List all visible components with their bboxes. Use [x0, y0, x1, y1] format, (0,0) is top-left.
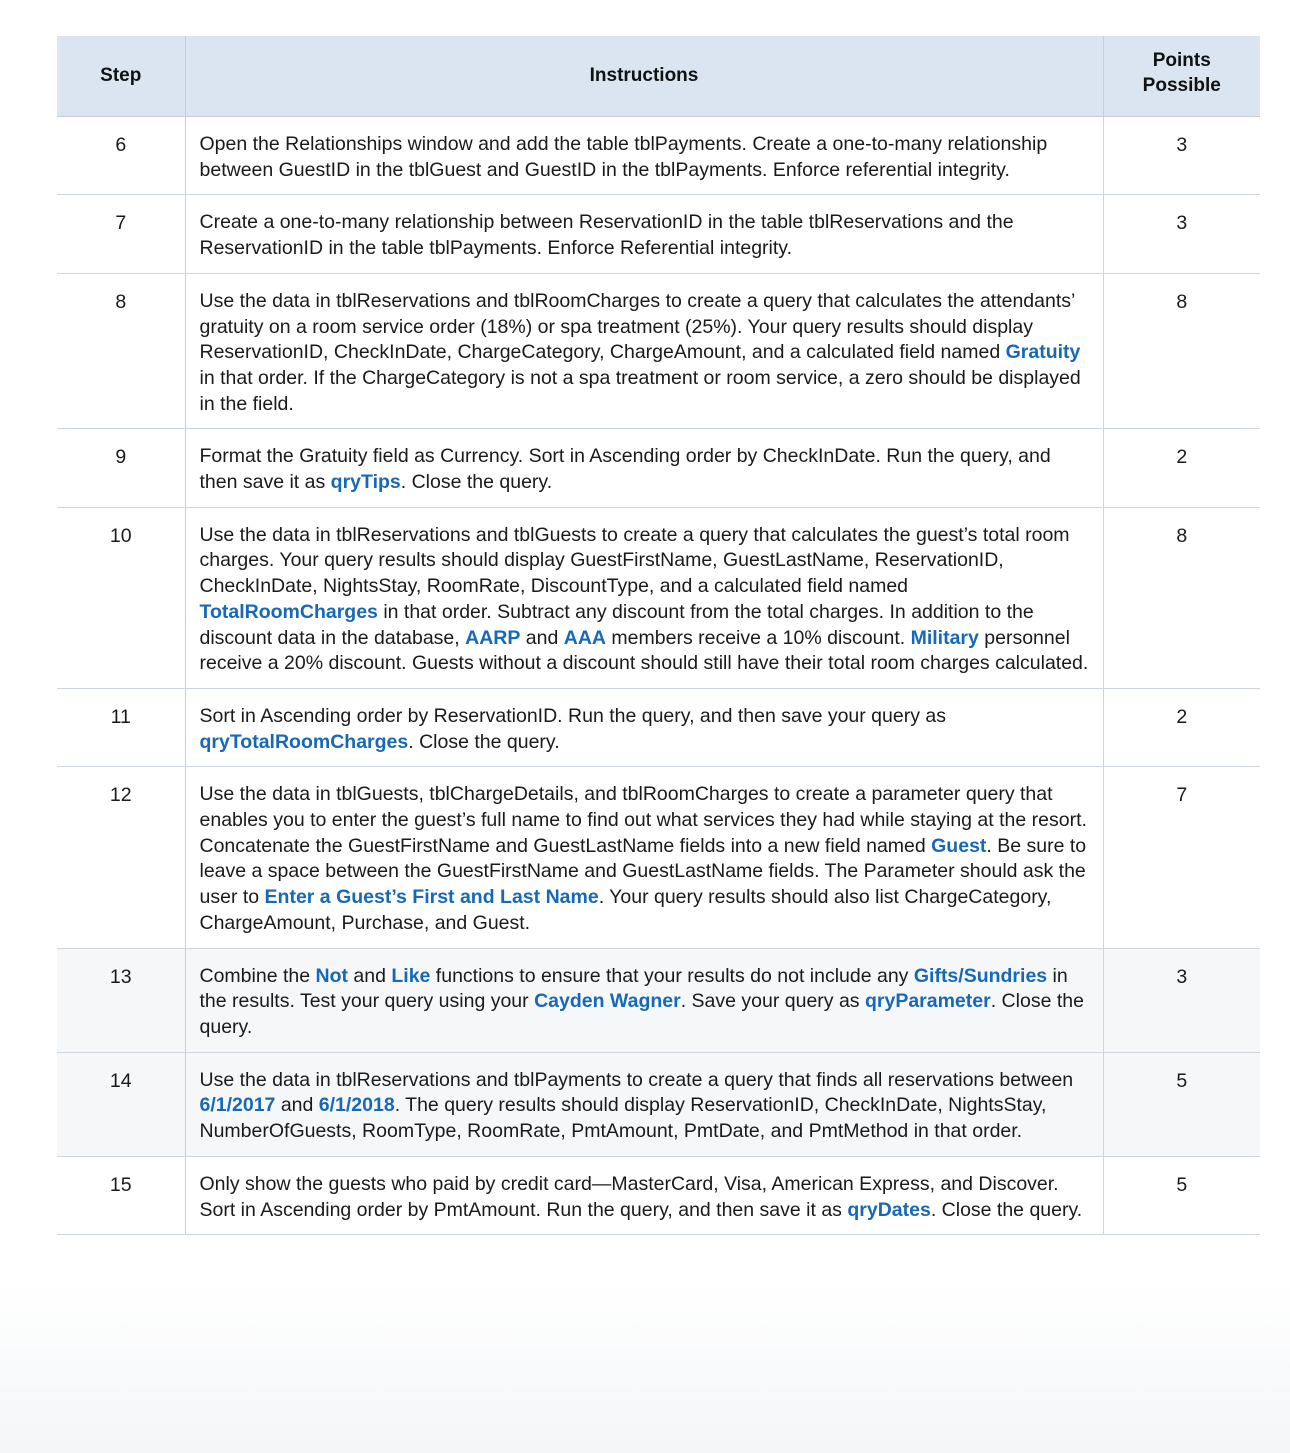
- instruction-segment: . Close the query.: [408, 730, 560, 753]
- points-possible: 3: [1103, 117, 1260, 195]
- instruction-segment: Use the data in tblGuests, tblChargeDetails, and tblRoomCharges to create a parameter query that enables you to enter the guest’s full name to find out what services they had while staying at the resort. Concatenate the GuestFirstName and GuestLastName fields into a new field named: [199, 783, 1087, 857]
- highlighted-term: qryTips: [330, 471, 401, 494]
- header-points-possible: [1103, 36, 1260, 117]
- table-row: [57, 195, 1260, 273]
- instruction-text: [185, 688, 1103, 766]
- points-possible: 8: [1103, 273, 1260, 429]
- step-number: 11: [57, 688, 185, 766]
- instruction-segment: and: [347, 964, 392, 987]
- highlighted-term: 6/1/2017: [199, 1094, 276, 1117]
- instruction-segment: . Save your query as: [680, 990, 865, 1013]
- header-points-line1: Points: [1152, 50, 1211, 72]
- points-possible: 7: [1103, 767, 1260, 948]
- highlighted-term: Cayden Wagner: [534, 990, 681, 1013]
- instruction-text: [185, 507, 1103, 688]
- highlighted-term: qryParameter: [864, 990, 991, 1013]
- instruction-segment: in that order. If the ChargeCategory is not a spa treatment or room service, a zero should be displayed in the field.: [199, 366, 1081, 415]
- instruction-segment: Use the data in tblReservations and tblGuests to create a query that calculates the guest’s total room charges. Your query results should display GuestFirstName, GuestLastName, ReservationID, CheckInDate, NightsStay, RoomRate, DiscountType, and a calculated field named: [199, 523, 1070, 598]
- instruction-segment: in that order. Subtract any discount from the total charges. In addition to the discount data in the database,: [199, 600, 1034, 649]
- instruction-segment: . The query results should display ReservationID, CheckInDate, NightsStay, NumberOfGuests, RoomType, RoomRate, PmtAmount, PmtDate, and PmtMethod in that order.: [199, 1094, 1047, 1143]
- instruction-text: [185, 117, 1103, 195]
- highlighted-term: 6/1/2018: [318, 1094, 395, 1117]
- points-possible: 3: [1103, 195, 1260, 273]
- highlighted-term: qryDates: [847, 1198, 931, 1221]
- highlighted-term: qryTotalRoomCharges: [199, 730, 409, 753]
- instruction-text: [185, 1156, 1103, 1234]
- instruction-segment: . Be sure to leave a space between the GuestFirstName and GuestLastName fields. The Parameter should ask the user to: [199, 834, 1087, 909]
- points-possible: 3: [1103, 948, 1260, 1052]
- instruction-segment: and: [275, 1094, 319, 1117]
- highlighted-term: Not: [315, 964, 348, 987]
- table-row: [57, 429, 1260, 507]
- points-possible: 5: [1103, 1052, 1260, 1156]
- step-number: 15: [57, 1156, 185, 1234]
- step-number: 14: [57, 1052, 185, 1156]
- instruction-segment: and: [520, 626, 564, 649]
- instruction-segment: Create a one-to-many relationship between ReservationID in the table tblReservations and the ReservationID in the table tblPayments. Enforce Referential integrity.: [199, 211, 1014, 260]
- step-number: 13: [57, 948, 185, 1052]
- instruction-text: [185, 195, 1103, 273]
- instruction-text: [185, 948, 1103, 1052]
- header-step: Step: [57, 36, 185, 117]
- table-row: [57, 1156, 1260, 1234]
- instruction-segment: . Close the query.: [199, 990, 1084, 1038]
- header-points-line2: Possible: [1142, 75, 1221, 96]
- highlighted-term: TotalRoomCharges: [199, 600, 378, 623]
- step-number: 10: [57, 507, 185, 688]
- step-number: 12: [57, 767, 185, 948]
- instruction-segment: Use the data in tblReservations and tblPayments to create a query that finds all reservations between: [199, 1068, 1074, 1091]
- instruction-segment: Sort in Ascending order by ReservationID. Run the query, and then save your query as: [199, 704, 946, 727]
- highlighted-term: Guest: [931, 834, 987, 857]
- points-possible: 5: [1103, 1156, 1260, 1234]
- instruction-segment: Format the Gratuity field as Currency. Sort in Ascending order by CheckInDate. Run the query, and then save it as: [199, 445, 1051, 494]
- instruction-segment: . Your query results should also list ChargeCategory, ChargeAmount, Purchase, and Guest.: [199, 886, 1052, 934]
- instruction-text: [185, 429, 1103, 507]
- instruction-text: [185, 1052, 1103, 1156]
- instruction-segment: Combine the: [199, 964, 316, 987]
- table-row: [57, 1052, 1260, 1156]
- table-header-row: [57, 36, 1260, 117]
- step-number: 8: [57, 273, 185, 429]
- highlighted-term: Like: [391, 964, 431, 987]
- instruction-segment: members receive a 10% discount.: [606, 626, 911, 649]
- step-number: 7: [57, 195, 185, 273]
- instruction-segment: functions to ensure that your results do not include any: [430, 964, 914, 987]
- step-number: 9: [57, 429, 185, 507]
- instructions-table: [57, 36, 1260, 1235]
- table-body: [57, 117, 1260, 1235]
- table-row: [57, 273, 1260, 429]
- instruction-text: [185, 273, 1103, 429]
- instruction-segment: in the results. Test your query using your: [199, 964, 1068, 1013]
- table-row: [57, 767, 1260, 948]
- highlighted-term: Gifts/Sundries: [913, 964, 1048, 987]
- instruction-segment: . Close the query.: [930, 1198, 1083, 1221]
- highlighted-term: Military: [910, 626, 979, 649]
- instruction-segment: . Close the query.: [400, 471, 553, 494]
- table-row: [57, 117, 1260, 195]
- instruction-segment: Use the data in tblReservations and tblRoomCharges to create a query that calculates the attendants’ gratuity on a room service order (18%) or spa treatment (25%). Your query results should display ReservationID, CheckInDate, ChargeCategory, ChargeAmount, and a calculated field named: [199, 289, 1075, 364]
- highlighted-term: AAA: [563, 626, 607, 649]
- highlighted-term: Gratuity: [1005, 341, 1081, 364]
- instruction-segment: personnel receive a 20% discount. Guests without a discount should still have their total room charges calculated.: [199, 626, 1089, 675]
- points-possible: 8: [1103, 507, 1260, 688]
- header-instructions: Instructions: [185, 36, 1103, 117]
- points-possible: 2: [1103, 429, 1260, 507]
- table-row: [57, 507, 1260, 688]
- table-row: [57, 948, 1260, 1052]
- points-possible: 2: [1103, 688, 1260, 766]
- instruction-segment: Only show the guests who paid by credit card—MasterCard, Visa, American Express, and Discover. Sort in Ascending order by PmtAmount. Run the query, and then save it as: [199, 1172, 1059, 1221]
- step-number: 6: [57, 117, 185, 195]
- highlighted-term: Enter a Guest’s First and Last Name: [264, 886, 599, 909]
- table-row: [57, 688, 1260, 766]
- highlighted-term: AARP: [465, 626, 521, 649]
- instruction-segment: Open the Relationships window and add the table tblPayments. Create a one-to-many relationship between GuestID in the tblGuest and GuestID in the tblPayments. Enforce referential integrity.: [199, 133, 1048, 181]
- instruction-text: [185, 767, 1103, 948]
